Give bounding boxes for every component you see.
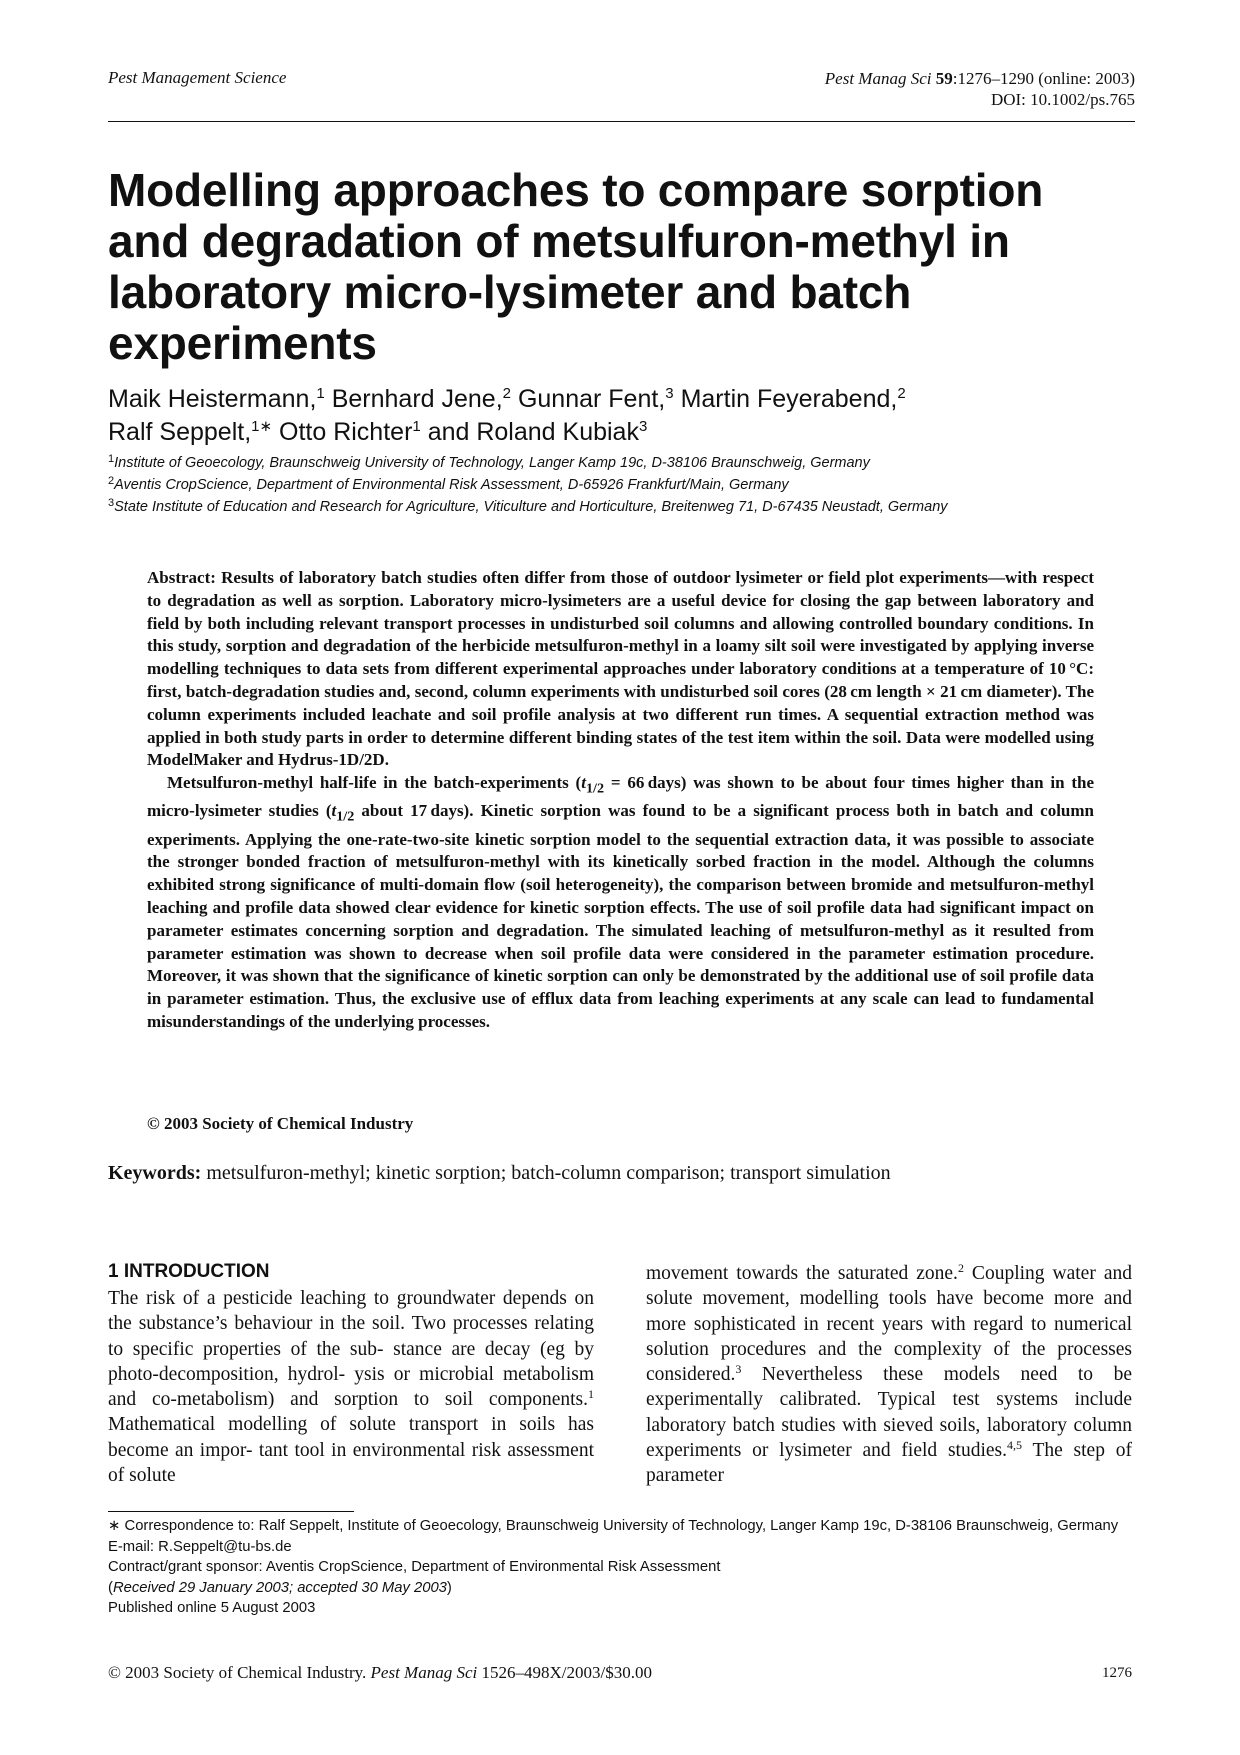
keywords-label: Keywords: xyxy=(108,1162,202,1184)
sponsor-note: Contract/grant sponsor: Aventis CropScience, Department of Environmental Risk Assessment xyxy=(108,1559,721,1575)
affiliation: $^3$State Institute of Education and Research for Agriculture, Viticulture and Horticulture, Breitenweg 71, D-67435 Neustadt, Germany xyxy=(108,497,948,515)
intro-column-right: movement towards the saturated zone.$^2$ Coupling water and solute movement, modelling tools have become more and more sophisticated in recent years with regard to numerical solution procedures and the complexity of the processes considered.$^3$ Nevertheless these models need to be experimentally calibrated. Typical test systems include laboratory batch studies with sieved soils, laboratory column experiments or lysimeter and field studies.$^{4,5}$ The step of parameter xyxy=(646,1261,1132,1487)
correspondence-note: ∗ Correspondence to: Ralf Seppelt, Institute of Geoecology, Braunschweig University of Technology, Langer Kamp 19c, D-38106 Braunschweig, Germany xyxy=(108,1518,1119,1534)
author: Bernhard Jene,$^2$ xyxy=(331,385,511,413)
page-footer: © 2003 Society of Chemical Industry. Pest Manag Sci 1526–498X/2003/$30.00 xyxy=(108,1663,652,1682)
running-header-journal: Pest Management Science xyxy=(108,68,287,87)
intro-column-left: The risk of a pesticide leaching to groundwater depends on the substance’s behaviour in the soil. Two processes relating to specific properties of the sub- stance are decay (eg by photo-decomposition, hydrol- ysis or microbial metabolism and co-metabolism) and sorption to soil components.$^1$ Mathematical modelling of solute transport in soils has become an impor- tant tool in environmental risk assessment of solute xyxy=(108,1288,594,1487)
citation-ref: 4,5 xyxy=(1007,1438,1022,1453)
author: Ralf Seppelt,$^{1∗}$ xyxy=(108,418,273,446)
author: Otto Richter$^1$ xyxy=(279,418,421,446)
affiliation-list xyxy=(108,452,948,518)
footnotes xyxy=(108,1516,1132,1619)
citation-line xyxy=(825,68,1135,89)
abstract-paragraph-2: Metsulfuron-methyl half-life in the batch-experiments ($t_{1/2} = 66$ days) was shown to be about four times higher than in the micro-lysimeter studies ($t_{1/2}$ about 17 days). Kinetic sorption was found to be a significant process both in batch and column experiments. Applying the one-rate-two-site kinetic sorption model to the sequential extraction data, it was possible to associate the stronger bonded fraction of metsulfuron-methyl with its kinetically sorbed fraction in the model. Although the columns exhibited strong significance of multi-domain flow (soil heterogeneity), the comparison between bromide and metsulfuron-methyl leaching and profile data showed clear evidence for kinetic sorption effects. The use of soil profile data had significant impact on parameter estimates concerning sorption and degradation. The simulated leaching of metsulfuron-methyl as it resulted from parameter estimation was shown to decrease when soil profile data were considered in the parameter estimation procedure. Moreover, it was shown that the significance of kinetic sorption can only be demonstrated by the additional use of soil profile data in parameter estimation. Thus, the exclusive use of efflux data from leaching experiments at any scale can lead to fundamental misunderstandings of the underlying processes. xyxy=(147,773,1094,1031)
doi: DOI: 10.1002/ps.765 xyxy=(990,90,1135,109)
author: Maik Heistermann,$^1$ xyxy=(108,385,325,413)
footnote-divider xyxy=(108,1511,354,1512)
keywords xyxy=(108,1162,891,1185)
author: Martin Feyerabend,$^2$ xyxy=(680,385,906,413)
abstract-copyright: © 2003 Society of Chemical Industry xyxy=(147,1114,414,1133)
author: and Roland Kubiak$^3$ xyxy=(427,418,648,446)
running-header-citation xyxy=(825,68,1135,110)
received-note: (Received 29 January 2003; accepted 30 May 2003) xyxy=(108,1579,452,1596)
citation-journal: Pest Manag Sci xyxy=(824,69,932,88)
citation-ref: 2 xyxy=(957,1261,964,1275)
article-title: Modelling approaches to compare sorption and degradation of metsulfuron-methyl in laboratory micro-lysimeter and batch experiments xyxy=(108,164,1044,369)
affiliation: $^2$Aventis CropScience, Department of Environmental Risk Assessment, D-65926 Frankfurt/Main, Germany xyxy=(108,475,789,493)
abstract-paragraph-1: Abstract: Results of laboratory batch studies often differ from those of outdoor lysimeter or field plot experiments—with respect to degradation as well as sorption. Laboratory micro-lysimeters are a useful device for closing the gap between laboratory and field by both including relevant transport processes in undisturbed soil columns and allowing controlled boundary conditions. In this study, sorption and degradation of the herbicide metsulfuron-methyl in a loamy silt soil were investigated by applying inverse modelling techniques to data sets from different experimental approaches under laboratory conditions at a temperature of 10 °C: first, batch-degradation studies and, second, column experiments with undisturbed soil cores (28 cm length × 21 cm diameter). The column experiments included leachate and soil profile analysis at two different run times. A sequential extraction method was applied in both study parts in order to determine different binding states of the test item within the soil. Data were modelled using ModelMaker and Hydrus-1D/2D. xyxy=(147,568,1094,770)
keywords-text: metsulfuron-methyl; kinetic sorption; batch-column comparison; transport simulation xyxy=(201,1162,891,1184)
page-number: 1276 xyxy=(1102,1665,1132,1681)
header-divider xyxy=(108,121,1135,122)
citation-pages: :1276–1290 (online: 2003) xyxy=(952,69,1135,88)
author-list xyxy=(108,383,906,449)
abstract xyxy=(147,567,1094,1034)
author: Gunnar Fent,$^3$ xyxy=(517,385,674,413)
email-note: E-mail: R.Seppelt@tu-bs.de xyxy=(108,1538,292,1555)
citation-volume: 59 xyxy=(935,69,953,88)
published-note: Published online 5 August 2003 xyxy=(108,1600,316,1616)
citation-ref: 3 xyxy=(735,1362,742,1377)
section-heading-introduction: 1 INTRODUCTION xyxy=(108,1261,270,1282)
affiliation: $^1$Institute of Geoecology, Braunschweig University of Technology, Langer Kamp 19c, D-38106 Braunschweig, Germany xyxy=(108,453,870,471)
citation-ref: 1 xyxy=(588,1387,594,1402)
